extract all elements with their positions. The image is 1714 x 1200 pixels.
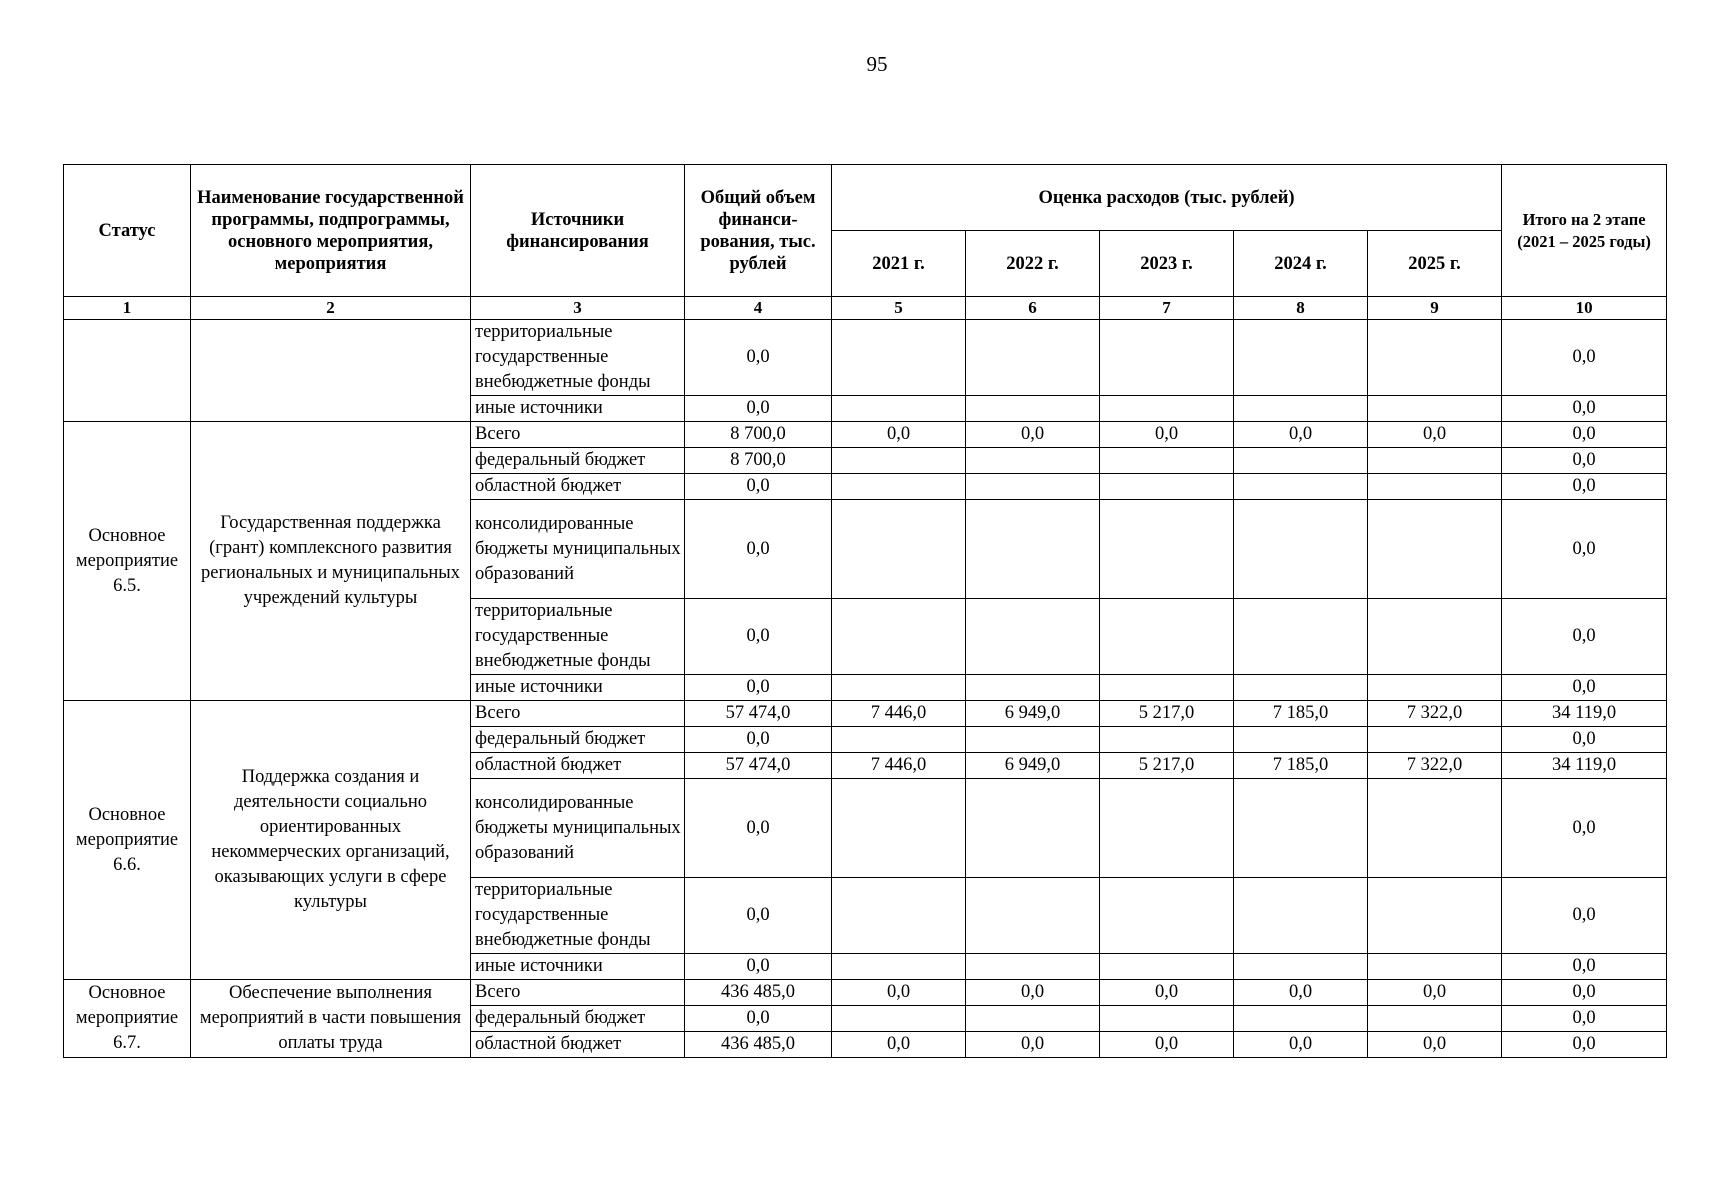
table-header <box>64 165 1667 320</box>
stage-total-cell: 0,0 <box>1502 1006 1667 1032</box>
total-cell: 436 485,0 <box>685 980 832 1006</box>
source-cell: консолидированные бюджеты муниципальных образований <box>471 779 685 878</box>
year-value-cell: 7 322,0 <box>1368 701 1502 727</box>
column-number: 9 <box>1368 297 1502 320</box>
stage-total-cell: 34 119,0 <box>1502 753 1667 779</box>
source-cell: областной бюджет <box>471 753 685 779</box>
year-value-cell <box>1234 320 1368 396</box>
total-cell: 0,0 <box>685 1006 832 1032</box>
header-year: 2025 г. <box>1368 231 1502 297</box>
status-cell <box>64 320 191 422</box>
total-cell: 436 485,0 <box>685 1032 832 1058</box>
header-year: 2021 г. <box>832 231 966 297</box>
total-cell: 0,0 <box>685 878 832 954</box>
year-value-cell <box>1368 675 1502 701</box>
column-number: 1 <box>64 297 191 320</box>
activity-name-cell <box>191 320 471 422</box>
year-value-cell <box>1234 448 1368 474</box>
year-value-cell <box>1234 396 1368 422</box>
year-value-cell: 5 217,0 <box>1100 753 1234 779</box>
total-cell: 0,0 <box>685 954 832 980</box>
status-cell: Основное мероприятие 6.7. <box>64 980 191 1058</box>
year-value-cell: 0,0 <box>1100 1032 1234 1058</box>
year-value-cell <box>1234 954 1368 980</box>
year-value-cell <box>1100 396 1234 422</box>
activity-name-cell: Поддержка создания и деятельности социально ориентированных некоммерческих организаций, оказывающих услуги в сфере культуры <box>191 701 471 980</box>
year-value-cell: 0,0 <box>1100 422 1234 448</box>
source-cell: Всего <box>471 980 685 1006</box>
year-value-cell <box>832 779 966 878</box>
year-value-cell <box>966 474 1100 500</box>
table-row <box>64 422 1667 448</box>
total-cell: 57 474,0 <box>685 701 832 727</box>
total-cell: 0,0 <box>685 474 832 500</box>
header-total: Общий объем финанси-рования, тыс. рублей <box>685 165 832 297</box>
year-value-cell <box>832 474 966 500</box>
stage-total-cell: 0,0 <box>1502 878 1667 954</box>
header-estimate: Оценка расходов (тыс. рублей) <box>832 165 1502 231</box>
year-value-cell <box>966 320 1100 396</box>
year-value-cell <box>1100 474 1234 500</box>
year-value-cell: 7 322,0 <box>1368 753 1502 779</box>
year-value-cell: 0,0 <box>832 1032 966 1058</box>
year-value-cell: 6 949,0 <box>966 701 1100 727</box>
stage-total-cell: 0,0 <box>1502 448 1667 474</box>
source-cell: Всего <box>471 701 685 727</box>
year-value-cell <box>1234 474 1368 500</box>
year-value-cell <box>1368 1006 1502 1032</box>
year-value-cell <box>1100 675 1234 701</box>
column-number: 3 <box>471 297 685 320</box>
header-sources: Источники финансирования <box>471 165 685 297</box>
year-value-cell <box>1100 1006 1234 1032</box>
year-value-cell <box>1100 599 1234 675</box>
column-number: 5 <box>832 297 966 320</box>
stage-total-cell: 0,0 <box>1502 675 1667 701</box>
year-value-cell <box>966 599 1100 675</box>
year-value-cell <box>966 1006 1100 1032</box>
year-value-cell <box>1368 599 1502 675</box>
source-cell: иные источники <box>471 396 685 422</box>
stage-total-cell: 0,0 <box>1502 727 1667 753</box>
total-cell: 0,0 <box>685 500 832 599</box>
column-numbers-row <box>64 297 1667 320</box>
year-value-cell: 0,0 <box>1368 1032 1502 1058</box>
column-number: 7 <box>1100 297 1234 320</box>
total-cell: 0,0 <box>685 599 832 675</box>
total-cell: 0,0 <box>685 320 832 396</box>
column-number: 6 <box>966 297 1100 320</box>
year-value-cell <box>966 500 1100 599</box>
year-value-cell <box>1100 500 1234 599</box>
year-value-cell: 0,0 <box>966 422 1100 448</box>
year-value-cell <box>1234 878 1368 954</box>
year-value-cell <box>1368 500 1502 599</box>
table-row <box>64 980 1667 1006</box>
table-row <box>64 320 1667 396</box>
source-cell: областной бюджет <box>471 474 685 500</box>
status-cell: Основное мероприятие 6.5. <box>64 422 191 701</box>
source-cell: территориальные государственные внебюджетные фонды <box>471 599 685 675</box>
column-number: 2 <box>191 297 471 320</box>
source-cell: федеральный бюджет <box>471 1006 685 1032</box>
header-stage-total: Итого на 2 этапе (2021 – 2025 годы) <box>1502 165 1667 297</box>
header-name: Наименование государственной программы, подпрограммы, основного мероприятия, мероприятия <box>191 165 471 297</box>
year-value-cell <box>1234 675 1368 701</box>
source-cell: территориальные государственные внебюджетные фонды <box>471 878 685 954</box>
year-value-cell <box>832 1006 966 1032</box>
year-value-cell <box>1234 727 1368 753</box>
year-value-cell <box>966 878 1100 954</box>
source-cell: территориальные государственные внебюджетные фонды <box>471 320 685 396</box>
total-cell: 8 700,0 <box>685 448 832 474</box>
year-value-cell <box>832 448 966 474</box>
year-value-cell <box>1368 779 1502 878</box>
stage-total-cell: 0,0 <box>1502 980 1667 1006</box>
year-value-cell <box>1234 779 1368 878</box>
year-value-cell: 0,0 <box>966 1032 1100 1058</box>
year-value-cell <box>832 878 966 954</box>
status-cell: Основное мероприятие 6.6. <box>64 701 191 980</box>
total-cell: 0,0 <box>685 396 832 422</box>
table-row <box>64 701 1667 727</box>
total-cell: 8 700,0 <box>685 422 832 448</box>
total-cell: 0,0 <box>685 779 832 878</box>
year-value-cell <box>832 320 966 396</box>
year-value-cell <box>1100 727 1234 753</box>
activity-name-cell: Обеспечение выполнения мероприятий в части повышения оплаты труда <box>191 980 471 1058</box>
financing-table <box>63 164 1667 1058</box>
stage-total-cell: 0,0 <box>1502 599 1667 675</box>
year-value-cell: 0,0 <box>832 422 966 448</box>
total-cell: 0,0 <box>685 675 832 701</box>
activity-name-cell: Государственная поддержка (грант) комплексного развития региональных и муниципальных учреждений культуры <box>191 422 471 701</box>
year-value-cell <box>966 954 1100 980</box>
year-value-cell <box>832 675 966 701</box>
year-value-cell <box>1368 474 1502 500</box>
header-year: 2024 г. <box>1234 231 1368 297</box>
stage-total-cell: 0,0 <box>1502 1032 1667 1058</box>
year-value-cell: 0,0 <box>1234 980 1368 1006</box>
stage-total-cell: 34 119,0 <box>1502 701 1667 727</box>
year-value-cell: 7 185,0 <box>1234 753 1368 779</box>
year-value-cell: 0,0 <box>1368 422 1502 448</box>
year-value-cell <box>966 779 1100 878</box>
year-value-cell: 0,0 <box>1234 422 1368 448</box>
stage-total-cell: 0,0 <box>1502 396 1667 422</box>
year-value-cell <box>1234 500 1368 599</box>
year-value-cell <box>832 954 966 980</box>
year-value-cell <box>832 500 966 599</box>
table-body <box>64 320 1667 1058</box>
year-value-cell: 0,0 <box>1100 980 1234 1006</box>
column-number: 4 <box>685 297 832 320</box>
year-value-cell <box>1100 448 1234 474</box>
source-cell: Всего <box>471 422 685 448</box>
year-value-cell <box>1368 320 1502 396</box>
year-value-cell: 7 446,0 <box>832 701 966 727</box>
year-value-cell <box>832 727 966 753</box>
stage-total-cell: 0,0 <box>1502 954 1667 980</box>
stage-total-cell: 0,0 <box>1502 779 1667 878</box>
year-value-cell <box>1234 1006 1368 1032</box>
year-value-cell <box>966 448 1100 474</box>
stage-total-cell: 0,0 <box>1502 320 1667 396</box>
year-value-cell: 7 446,0 <box>832 753 966 779</box>
year-value-cell <box>1368 954 1502 980</box>
source-cell: консолидированные бюджеты муниципальных образований <box>471 500 685 599</box>
header-status: Статус <box>64 165 191 297</box>
year-value-cell <box>1368 448 1502 474</box>
year-value-cell <box>966 727 1100 753</box>
year-value-cell <box>1100 779 1234 878</box>
year-value-cell <box>1100 878 1234 954</box>
header-year: 2022 г. <box>966 231 1100 297</box>
stage-total-cell: 0,0 <box>1502 500 1667 599</box>
source-cell: иные источники <box>471 954 685 980</box>
source-cell: федеральный бюджет <box>471 448 685 474</box>
source-cell: федеральный бюджет <box>471 727 685 753</box>
year-value-cell: 0,0 <box>1234 1032 1368 1058</box>
header-year: 2023 г. <box>1100 231 1234 297</box>
page-number: 95 <box>866 52 888 76</box>
stage-total-cell: 0,0 <box>1502 474 1667 500</box>
source-cell: областной бюджет <box>471 1032 685 1058</box>
year-value-cell <box>832 599 966 675</box>
stage-total-cell: 0,0 <box>1502 422 1667 448</box>
total-cell: 0,0 <box>685 727 832 753</box>
year-value-cell <box>966 675 1100 701</box>
year-value-cell <box>1368 727 1502 753</box>
year-value-cell: 0,0 <box>966 980 1100 1006</box>
column-number: 10 <box>1502 297 1667 320</box>
total-cell: 57 474,0 <box>685 753 832 779</box>
year-value-cell <box>1368 878 1502 954</box>
year-value-cell: 7 185,0 <box>1234 701 1368 727</box>
year-value-cell <box>1234 599 1368 675</box>
year-value-cell: 5 217,0 <box>1100 701 1234 727</box>
year-value-cell <box>832 396 966 422</box>
year-value-cell <box>1100 320 1234 396</box>
year-value-cell <box>966 396 1100 422</box>
year-value-cell: 0,0 <box>832 980 966 1006</box>
year-value-cell: 0,0 <box>1368 980 1502 1006</box>
year-value-cell: 6 949,0 <box>966 753 1100 779</box>
year-value-cell <box>1100 954 1234 980</box>
column-number: 8 <box>1234 297 1368 320</box>
source-cell: иные источники <box>471 675 685 701</box>
year-value-cell <box>1368 396 1502 422</box>
